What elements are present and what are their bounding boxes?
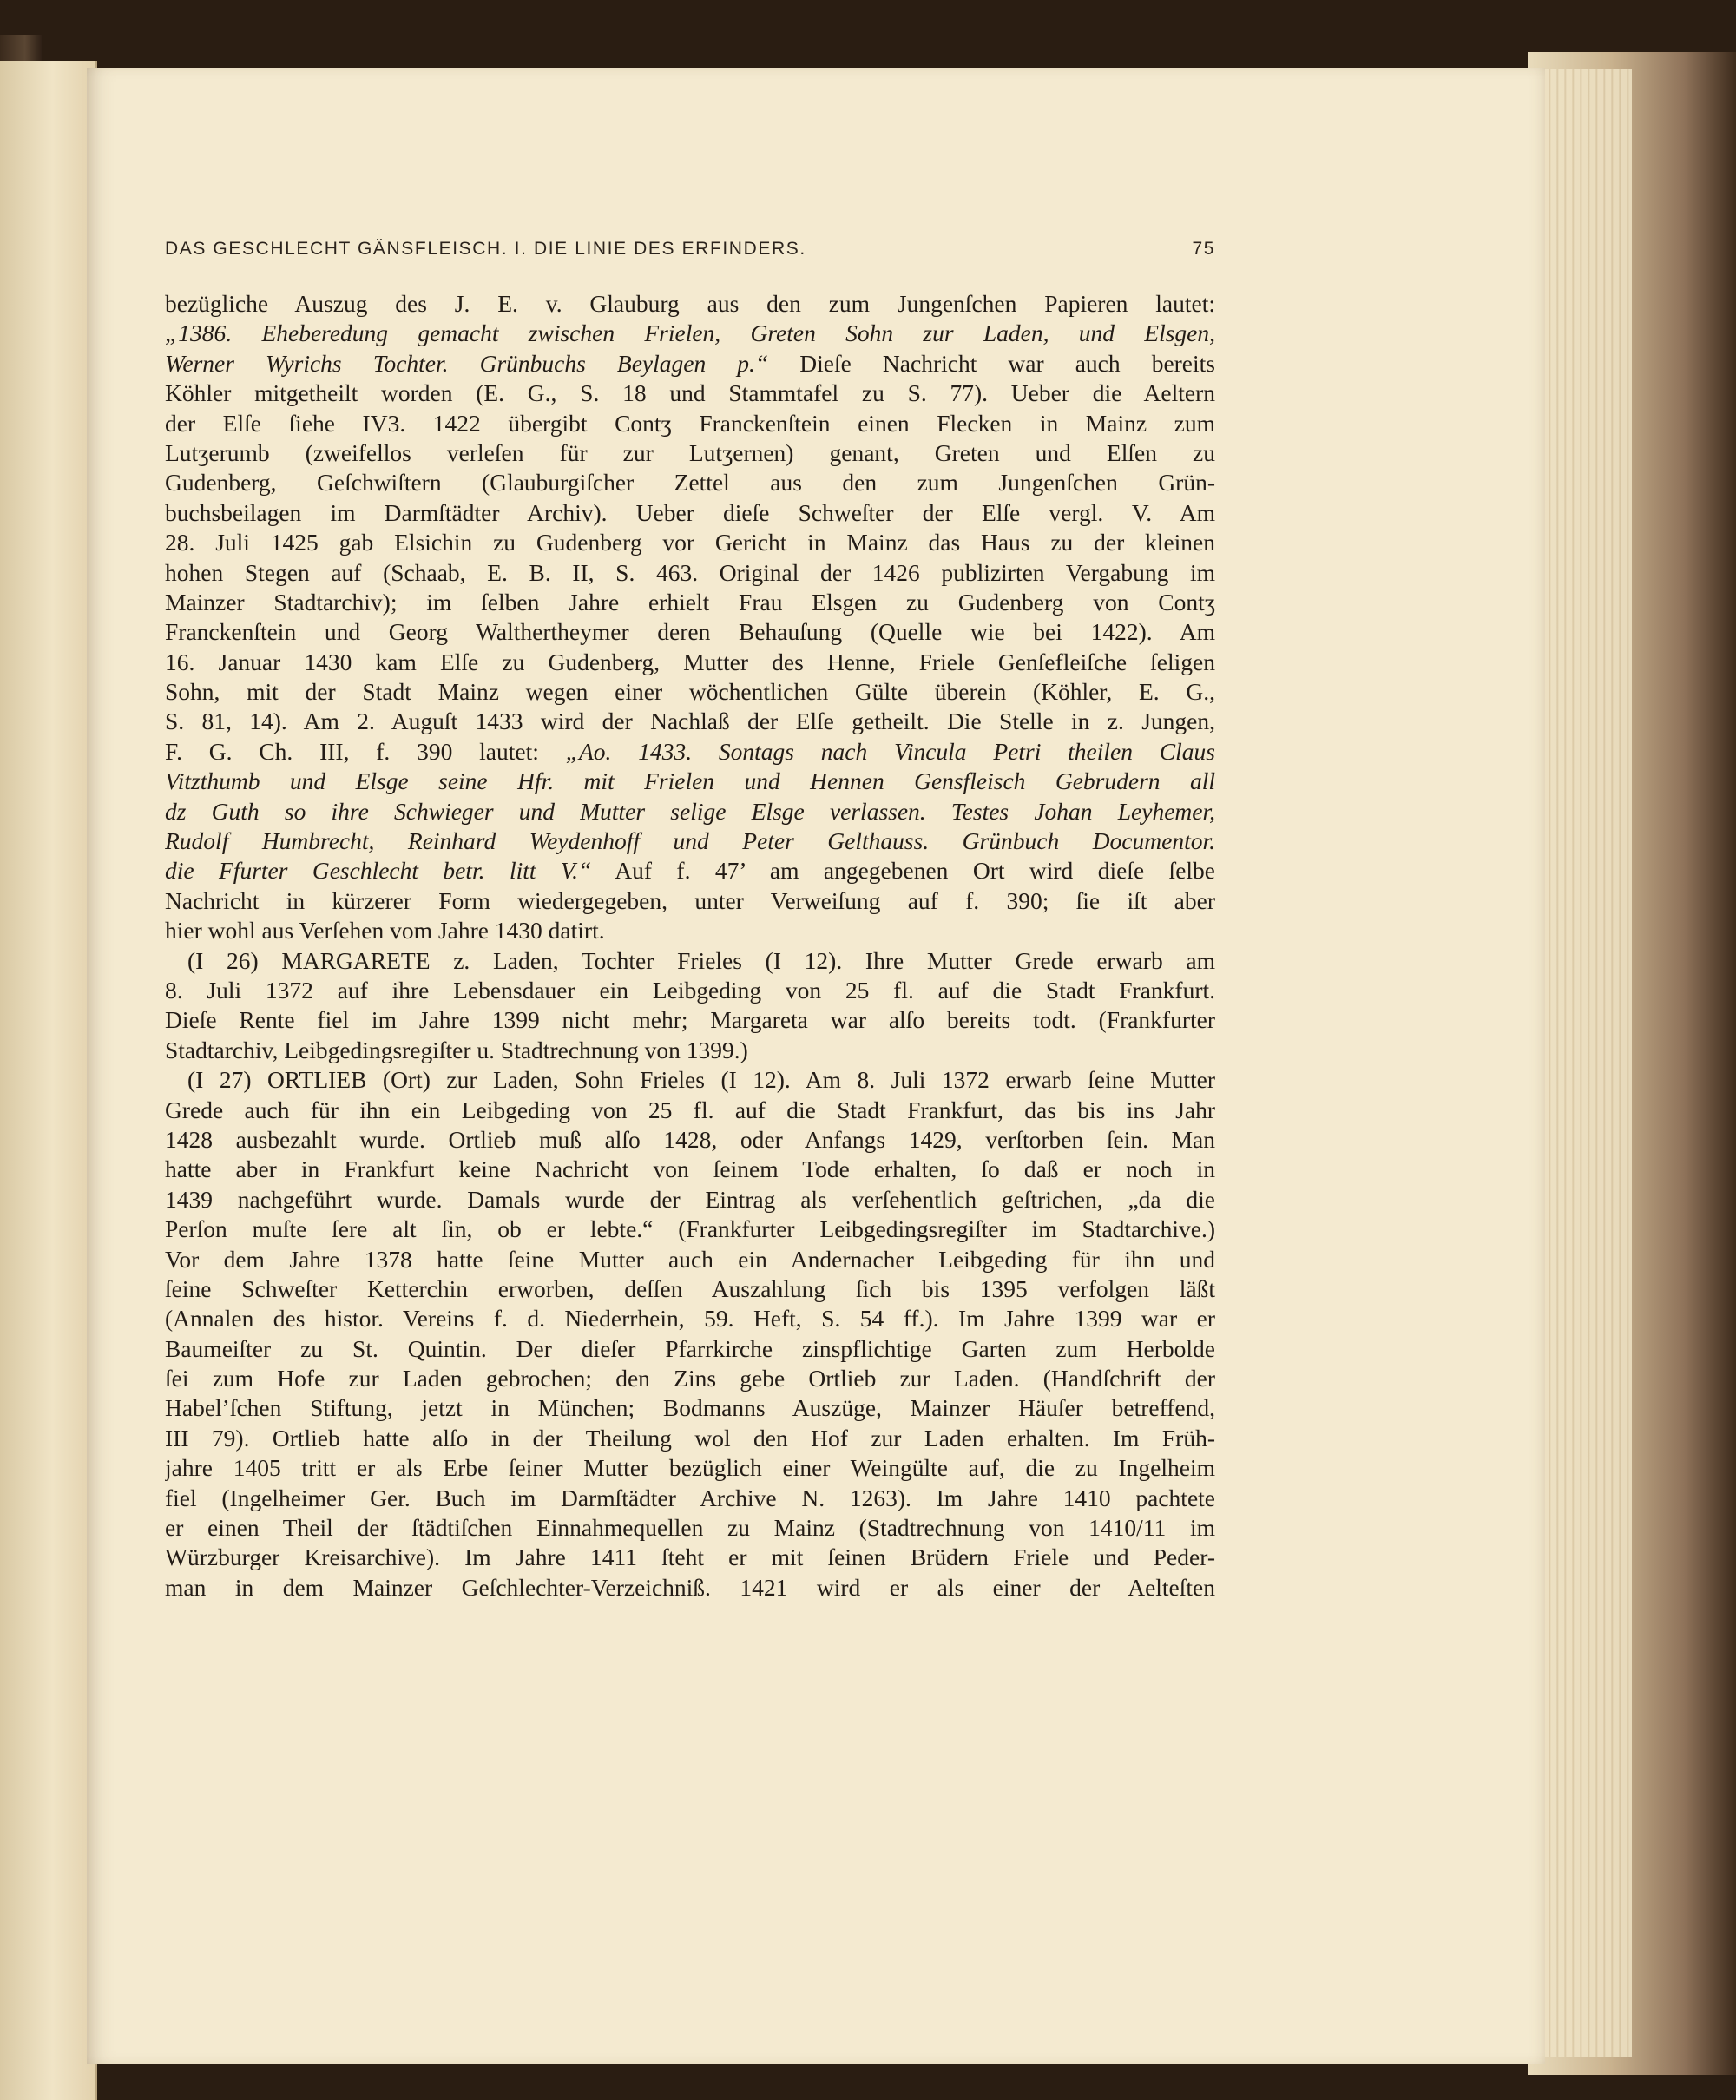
text-line: [165, 528, 1215, 557]
text-line: [165, 1274, 1215, 1304]
text-line: [165, 588, 1215, 617]
running-head-title: DAS GESCHLECHT GÄNSFLEISCH. I. DIE LINIE DES ERFINDERS.: [165, 239, 806, 259]
text-line: [165, 1364, 1215, 1393]
line-text: 8. Juli 1372 auf ihre Lebensdauer ein Leibgeding von 25 fl. auf die Stadt Frankfurt.: [165, 976, 1215, 1004]
text-line: [165, 886, 1215, 916]
line-text: Nachricht in kürzerer Form wiedergegeben, unter Verweiſung auf f. 390; ſie iſt aber: [165, 886, 1215, 914]
quote-text: die Ffurter Geschlecht betr. litt V.“: [165, 857, 592, 885]
text-line: [165, 677, 1215, 707]
line-text: (I 27) ORTLIEB (Ort) zur Laden, Sohn Frieles (I 12). Am 8. Juli 1372 erwarb ſeine Mutter: [187, 1066, 1215, 1094]
page-number: 75: [1192, 239, 1215, 259]
facing-page-edge: [0, 61, 97, 2100]
line-text: Lutʒerumb (zweifellos verleſen für zur Lutʒernen) genant, Greten und Elſen zu: [165, 438, 1215, 466]
text-line: [165, 1096, 1215, 1125]
text-line: [165, 1543, 1215, 1572]
line-text: F. G. Ch. III, f. 390 lautet:: [165, 737, 566, 765]
text-line: [165, 1185, 1215, 1215]
line-text: Habel’ſchen Stiftung, jetzt in München; Bodmanns Auszüge, Mainzer Häuſer betreffend,: [165, 1394, 1215, 1422]
text-line: [165, 498, 1215, 528]
text-line: [165, 1065, 1215, 1095]
quote-text: dz Guth so ihre Schwieger und Mutter selige Elsge verlassen. Testes Johan Leyhemer,: [165, 797, 1215, 825]
line-text: S. 81, 14). Am 2. Auguſt 1433 wird der Nachlaß der Elſe getheilt. Die Stelle in z. Jungen,: [165, 708, 1215, 735]
line-text: hatte aber in Frankfurt keine Nachricht von ſeinem Tode erhalten, ſo daß er noch in: [165, 1155, 1215, 1183]
line-text: ſei zum Hofe zur Laden gebrochen; den Zins gebe Ortlieb zur Laden. (Handſchrift der: [165, 1365, 1215, 1392]
line-text: fiel (Ingelheimer Ger. Buch im Darmſtädter Archive N. 1263). Im Jahre 1410 pachtete: [165, 1484, 1215, 1511]
text-line: [165, 319, 1215, 348]
line-text: bezügliche Auszug des J. E. v. Glauburg aus den zum Jungenſchen Papieren lautet:: [165, 290, 1215, 317]
text-line: [165, 1484, 1215, 1513]
text-line: [165, 1125, 1215, 1155]
line-text: man in dem Mainzer Geſchlechter-Verzeichniß. 1421 wird er als einer der Aelteſten: [165, 1573, 1215, 1601]
quote-text: Werner Wyrichs Tochter. Grünbuchs Beylagen p.“: [165, 349, 769, 377]
running-head: [165, 239, 1215, 260]
text-line: [165, 856, 1215, 885]
text-line: [165, 797, 1215, 826]
line-text: Perſon muſte ſere alt ſin, ob er lebte.“ (Frankfurter Leibgedingsregiſter im Stadtarchive.): [165, 1215, 1215, 1243]
text-line: [165, 379, 1215, 408]
line-text: 16. Januar 1430 kam Elſe zu Gudenberg, Mutter des Henne, Friele Genſefleiſche ſeligen: [165, 648, 1215, 675]
text-line: [165, 1304, 1215, 1333]
line-text: Grede auch für ihn ein Leibgeding von 25 fl. auf die Stadt Frankfurt, das bis ins Jahr: [165, 1096, 1215, 1123]
line-text: (I 26) MARGARETE z. Laden, Tochter Frieles (I 12). Ihre Mutter Grede erwarb am: [187, 946, 1215, 974]
text-line: [165, 468, 1215, 497]
text-line: [165, 409, 1215, 438]
text-line: [165, 1573, 1215, 1603]
text-line: [165, 1513, 1215, 1543]
text-line: [165, 737, 1215, 767]
text-line: [165, 946, 1215, 976]
text-line: [165, 349, 1215, 379]
line-text: der Elſe ſiehe IV3. 1422 übergibt Contʒ Franckenſtein einen Flecken in Mainz zum: [165, 409, 1215, 437]
text-line: [165, 617, 1215, 647]
text-line: [165, 558, 1215, 588]
quote-text: Rudolf Humbrecht, Reinhard Weydenhoff und Peter Gelthauss. Grünbuch Documentor.: [165, 827, 1215, 855]
text-line: [165, 1215, 1215, 1244]
text-line: [165, 707, 1215, 736]
text-line: [165, 1245, 1215, 1274]
text-line: [165, 826, 1215, 856]
text-line: [165, 289, 1215, 319]
body-text: [165, 289, 1215, 1603]
line-text: 1428 ausbezahlt wurde. Ortlieb muß alſo 1428, oder Anfangs 1429, verſtorben ſein. Man: [165, 1125, 1215, 1153]
line-text: Dieſe Nachricht war auch bereits: [768, 349, 1215, 377]
line-text: Gudenberg, Geſchwiſtern (Glauburgiſcher Zettel aus den zum Jungenſchen Grün-: [165, 469, 1215, 497]
quote-text: „1386. Eheberedung gemacht zwischen Frielen, Greten Sohn zur Laden, und Elsgen,: [165, 319, 1215, 347]
text-line: [165, 916, 1215, 945]
line-text: buchsbeilagen im Darmſtädter Archiv). Ueber dieſe Schweſter der Elſe vergl. V. Am: [165, 498, 1215, 526]
text-line: [165, 767, 1215, 796]
line-text: hohen Stegen auf (Schaab, E. B. II, S. 463. Original der 1426 publizirten Vergabung im: [165, 558, 1215, 586]
line-text: III 79). Ortlieb hatte alſo in der Theilung wol den Hof zur Laden erhalten. Im Früh-: [165, 1424, 1215, 1452]
text-line: [165, 1424, 1215, 1453]
text-line: [165, 1393, 1215, 1423]
text-line: [165, 976, 1215, 1005]
line-text: Sohn, mit der Stadt Mainz wegen einer wöchentlichen Gülte überein (Köhler, E. G.,: [165, 678, 1215, 706]
line-text: Baumeiſter zu St. Quintin. Der dieſer Pfarrkirche zinspflichtige Garten zum Herbolde: [165, 1334, 1215, 1362]
text-line: [165, 1005, 1215, 1035]
quote-text: Vitzthumb und Elsge seine Hfr. mit Frielen und Hennen Gensfleisch Gebrudern all: [165, 767, 1215, 795]
quote-text: „Ao. 1433. Sontags nach Vincula Petri theilen Claus: [565, 737, 1215, 765]
line-text: Würzburger Kreisarchive). Im Jahre 1411 ſteht er mit ſeinen Brüdern Friele und Peder-: [165, 1544, 1215, 1571]
text-line: [165, 1155, 1215, 1184]
line-text: jahre 1405 tritt er als Erbe ſeiner Mutter bezüglich einer Weingülte auf, die zu Ingelheim: [165, 1454, 1215, 1482]
line-text: (Annalen des histor. Vereins f. d. Niederrhein, 59. Heft, S. 54 ff.). Im Jahre 1399 war er: [165, 1305, 1215, 1333]
line-text: Franckenſtein und Georg Walthertheymer deren Behauſung (Quelle wie bei 1422). Am: [165, 618, 1215, 646]
text-line: [165, 1036, 1215, 1065]
line-text: Dieſe Rente fiel im Jahre 1399 nicht mehr; Margareta war alſo bereits todt. (Frankfurter: [165, 1006, 1215, 1034]
line-text: Köhler mitgetheilt worden (E. G., S. 18 und Stammtafel zu S. 77). Ueber die Aeltern: [165, 379, 1215, 407]
line-text: hier wohl aus Verſehen vom Jahre 1430 datirt.: [165, 917, 605, 945]
line-text: ſeine Schweſter Ketterchin erworben, deſſen Auszahlung ſich bis 1395 verfolgen läßt: [165, 1274, 1215, 1302]
line-text: Vor dem Jahre 1378 hatte ſeine Mutter auch ein Andernacher Leibgeding für ihn und: [165, 1245, 1215, 1273]
line-text: 1439 nachgeführt wurde. Damals wurde der Eintrag als verſehentlich geſtrichen, „da die: [165, 1185, 1215, 1213]
text-line: [165, 1453, 1215, 1483]
line-text: Auf f. 47’ am angegebenen Ort wird dieſe ſelbe: [591, 857, 1215, 885]
line-text: Mainzer Stadtarchiv); im ſelben Jahre erhielt Frau Elsgen zu Gudenberg von Contʒ: [165, 588, 1215, 616]
text-line: [165, 438, 1215, 468]
text-line: [165, 1334, 1215, 1364]
text-line: [165, 648, 1215, 677]
line-text: 28. Juli 1425 gab Elsichin zu Gudenberg vor Gericht in Mainz das Haus zu der kleinen: [165, 529, 1215, 556]
line-text: er einen Theil der ſtädtiſchen Einnahmequellen zu Mainz (Stadtrechnung von 1410/11 im: [165, 1514, 1215, 1542]
line-text: Stadtarchiv, Leibgedingsregiſter u. Stadtrechnung von 1399.): [165, 1036, 748, 1063]
